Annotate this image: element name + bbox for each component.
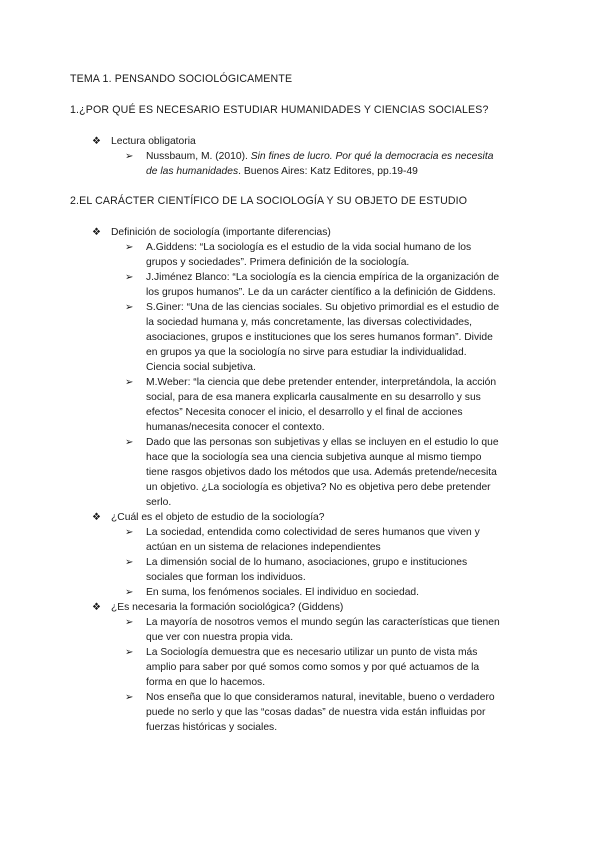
list-item-3-3-line-3: fuerzas históricas y sociales. [146, 722, 278, 733]
list-item-2-2-line-2: sociales que forman los individuos. [146, 572, 306, 583]
list-item-3-2-line-3: forma en que lo hacemos. [146, 677, 266, 688]
list-item-1-4-line-3: efectos” Necesita conocer el inicio, el desarrollo y el final de acciones [146, 407, 463, 418]
arrow-bullet-icon: ➢ [125, 527, 134, 538]
bullet-lectura: Lectura obligatoria [111, 136, 196, 147]
list-item-3-2-line-1: La Sociología demuestra que es necesario utilizar un punto de vista más [146, 647, 478, 658]
bullet-heading-3: ¿Es necesaria la formación sociológica? (Giddens) [111, 602, 344, 613]
arrow-bullet-icon: ➢ [125, 587, 134, 598]
arrow-bullet-icon: ➢ [125, 151, 134, 162]
reference-line-1: Nussbaum, M. (2010). Sin fines de lucro. Por qué la democracia es necesita [146, 151, 494, 162]
list-item-2-1-line-1: La sociedad, entendida como colectividad de seres humanos que viven y [146, 527, 480, 538]
arrow-bullet-icon: ➢ [125, 242, 134, 253]
list-item-3-2-line-2: amplio para saber por qué somos como somos y por qué actuamos de la [146, 662, 480, 673]
document-title: TEMA 1. PENSANDO SOCIOLÓGICAMENTE [70, 73, 293, 85]
arrow-bullet-icon: ➢ [125, 617, 134, 628]
reference-line-2: de las humanidades. Buenos Aires: Katz Editores, pp.19-49 [146, 166, 418, 177]
list-item-3-3-line-1: Nos enseña que lo que consideramos natural, inevitable, bueno o verdadero [146, 692, 495, 703]
arrow-bullet-icon: ➢ [125, 692, 134, 703]
diamond-bullet-icon: ❖ [92, 227, 101, 238]
bullet-heading-1: Definición de sociología (importante diferencias) [111, 227, 331, 238]
list-item-1-2-line-2: los grupos humanos”. Le da un carácter científico a la definición de Giddens. [146, 287, 496, 298]
list-item-1-5-line-5: serlo. [146, 497, 172, 508]
list-item-1-4-line-4: humanas/necesita conocer el contexto. [146, 422, 325, 433]
list-item-1-5-line-1: Dado que las personas son subjetivas y ellas se incluyen en el estudio lo que [146, 437, 499, 448]
list-item-1-3-line-4: en grupos ya que la sociología no sirve para estudiar la individualidad. [146, 347, 467, 358]
arrow-bullet-icon: ➢ [125, 647, 134, 658]
list-item-1-4-line-1: M.Weber: “la ciencia que debe pretender entender, interpretándola, la acción [146, 377, 497, 388]
diamond-bullet-icon: ❖ [92, 602, 101, 613]
section-2-heading: 2.EL CARÁCTER CIENTÍFICO DE LA SOCIOLOGÍA Y SU OBJETO DE ESTUDIO [70, 195, 468, 207]
list-item-3-1-line-1: La mayoría de nosotros vemos el mundo según las características que tienen [146, 617, 500, 628]
list-item-2-2-line-1: La dimensión social de lo humano, asociaciones, grupo e instituciones [146, 557, 468, 568]
diamond-bullet-icon: ❖ [92, 512, 101, 523]
arrow-bullet-icon: ➢ [125, 272, 134, 283]
list-item-1-5-line-3: tiene rasgos objetivos dado los métodos que usa. Además pretende/necesita [146, 467, 497, 478]
list-item-2-3-line-1: En suma, los fenómenos sociales. El individuo en sociedad. [146, 587, 420, 598]
list-item-2-1-line-2: actúan en un sistema de relaciones independientes [146, 542, 381, 553]
list-item-1-3-line-5: Ciencia social subjetiva. [146, 362, 256, 373]
list-item-1-3-line-1: S.Giner: “Una de las ciencias sociales. Su objetivo primordial es el estudio de [146, 302, 500, 313]
list-item-1-5-line-2: hace que la sociología sea una ciencia subjetiva aunque al mismo tiempo [146, 452, 482, 463]
arrow-bullet-icon: ➢ [125, 437, 134, 448]
list-item-3-3-line-2: puede no serlo y que las “cosas dadas” de nuestra vida están influidas por [146, 707, 486, 718]
list-item-1-2-line-1: J.Jiménez Blanco: “La sociología es la ciencia empírica de la organización de [146, 272, 500, 283]
bullet-heading-2: ¿Cuál es el objeto de estudio de la sociología? [111, 512, 325, 523]
arrow-bullet-icon: ➢ [125, 557, 134, 568]
list-item-1-5-line-4: un objetivo. ¿La sociología es objetiva? No es objetiva pero debe pretender [146, 482, 491, 493]
arrow-bullet-icon: ➢ [125, 302, 134, 313]
arrow-bullet-icon: ➢ [125, 377, 134, 388]
list-item-3-1-line-2: que ver con nuestra propia vida. [146, 632, 294, 643]
list-item-1-4-line-2: social, para de esa manera explicarla causalmente en su desarrollo y sus [146, 392, 481, 403]
list-item-1-3-line-2: la sociedad humana y, más concretamente, las diversas colectividades, [146, 317, 473, 328]
section-1-heading: 1.¿POR QUÉ ES NECESARIO ESTUDIAR HUMANIDADES Y CIENCIAS SOCIALES? [70, 104, 489, 116]
list-item-1-3-line-3: asociaciones, grupos e instituciones que los seres humanos forman”. Divide [146, 332, 493, 343]
list-item-1-1-line-1: A.Giddens: “La sociología es el estudio de la vida social humano de los [146, 242, 472, 253]
list-item-1-1-line-2: grupos y sociedades”. Primera definición de la sociología. [146, 257, 410, 268]
diamond-bullet-icon: ❖ [92, 136, 101, 147]
